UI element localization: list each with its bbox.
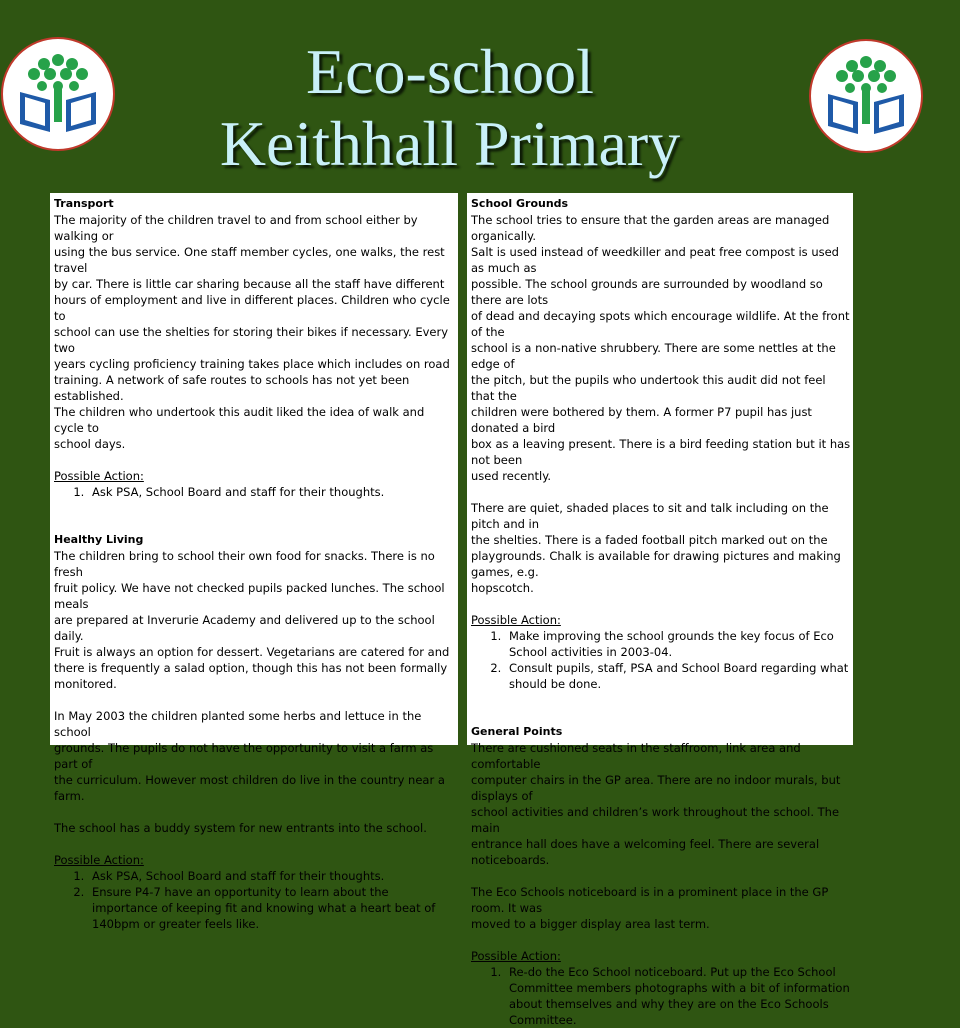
- title-line-2: Keithhall Primary: [219, 108, 681, 179]
- text-line: The children who undertook this audit liked the idea of walk and cycle to: [54, 405, 425, 435]
- general-points-text-2: [471, 884, 851, 932]
- text-line: the shelties. There is a faded football pitch marked out on the: [471, 533, 828, 547]
- text-line: The school tries to ensure that the garden areas are managed organically.: [471, 213, 830, 243]
- text-line: The school has a buddy system for new entrants into the school.: [54, 821, 427, 835]
- text-line: The Eco Schools noticeboard is in a prominent place in the GP room. It was: [471, 885, 829, 915]
- school-grounds-text: [471, 212, 851, 484]
- list-item: 1. Ask PSA, School Board and staff for their thoughts.: [88, 484, 456, 500]
- text-line: monitored.: [54, 677, 117, 691]
- text-line: children were bothered by them. A former P7 pupil has just donated a bird: [471, 405, 812, 435]
- text-line: moved to a bigger display area last term.: [471, 917, 710, 931]
- text-line: school is a non-native shrubbery. There are some nettles at the edge of: [471, 341, 836, 371]
- action-list: [471, 964, 851, 1028]
- text-line: box as a leaving present. There is a bird feeding station but it has not been: [471, 437, 851, 467]
- text-line: There are cushioned seats in the staffroom, link area and comfortable: [471, 741, 801, 771]
- text-line: computer chairs in the GP area. There are no indoor murals, but displays of: [471, 773, 841, 803]
- list-item: 2. Ensure P4-7 have an opportunity to learn about the importance of keeping fit and knowing what a heart beat of 140bpm or greater feels like.: [88, 884, 456, 932]
- left-text-panel: [50, 193, 458, 931]
- text-line: school activities and children’s work throughout the school. The main: [471, 805, 840, 835]
- text-line: there is frequently a salad option, though this has not been formally: [54, 661, 448, 675]
- text-line: hours of employment and live in different places. Children who cycle to: [54, 293, 450, 323]
- healthy-living-text: [54, 548, 456, 692]
- text-line: using the bus service. One staff member cycles, one walks, the rest travel: [54, 245, 445, 275]
- text-line: Fruit is always an option for dessert. Vegetarians are catered for and: [54, 645, 450, 659]
- school-grounds-heading: School Grounds: [471, 197, 569, 210]
- possible-action-label: Possible Action:: [54, 853, 144, 867]
- general-points-heading: General Points: [471, 725, 563, 738]
- action-list: [54, 868, 456, 932]
- list-item: 1. Re-do the Eco School noticeboard. Put up the Eco School Committee members photographs with a bit of information about themselves and why they are on the Eco Schools Committee.: [505, 964, 851, 1028]
- text-line: Salt is used instead of weedkiller and peat free compost is used as much as: [471, 245, 839, 275]
- text-line: years cycling proficiency training takes place which includes on road: [54, 357, 450, 371]
- text-line: used recently.: [471, 469, 552, 483]
- possible-action-label: Possible Action:: [471, 613, 561, 627]
- text-line: grounds. The pupils do not have the opportunity to visit a farm as part of: [54, 741, 434, 771]
- healthy-living-text-2: [54, 708, 456, 804]
- eco-school-logo-icon: [808, 38, 924, 154]
- action-list: [471, 628, 851, 692]
- text-line: the curriculum. However most children do live in the country near a farm.: [54, 773, 445, 803]
- text-line: playgrounds. Chalk is available for drawing pictures and making games, e.g.: [471, 549, 841, 579]
- text-line: training. A network of safe routes to schools has not yet been established.: [54, 373, 410, 403]
- list-item: 1. Ask PSA, School Board and staff for their thoughts.: [88, 868, 456, 884]
- text-line: There are quiet, shaded places to sit and talk including on the pitch and in: [471, 501, 829, 531]
- list-item: 2. Consult pupils, staff, PSA and School Board regarding what should be done.: [505, 660, 851, 692]
- eco-school-logo-icon: [0, 36, 116, 152]
- text-line: the pitch, but the pupils who undertook this audit did not feel that the: [471, 373, 826, 403]
- text-line: by car. There is little car sharing because all the staff have different: [54, 277, 445, 291]
- title-line-1: Eco-school: [306, 36, 594, 107]
- text-line: possible. The school grounds are surrounded by woodland so there are lots: [471, 277, 823, 307]
- action-list: [54, 484, 456, 500]
- general-points-text: [471, 740, 851, 868]
- text-line: are prepared at Inverurie Academy and delivered up to the school daily.: [54, 613, 435, 643]
- text-line: In May 2003 the children planted some herbs and lettuce in the school: [54, 709, 422, 739]
- right-text-panel: [467, 193, 853, 1027]
- text-line: The majority of the children travel to and from school either by walking or: [54, 213, 418, 243]
- transport-text: [54, 212, 456, 452]
- possible-action-label: Possible Action:: [54, 469, 144, 483]
- text-line: school days.: [54, 437, 126, 451]
- healthy-living-heading: Healthy Living: [54, 533, 144, 546]
- page-title: [150, 36, 750, 180]
- text-line: The children bring to school their own food for snacks. There is no fresh: [54, 549, 435, 579]
- list-item: 1. Make improving the school grounds the key focus of Eco School activities in 2003-04.: [505, 628, 851, 660]
- text-line: school can use the shelties for storing their bikes if necessary. Every two: [54, 325, 449, 355]
- possible-action-label: Possible Action:: [471, 949, 561, 963]
- text-line: hopscotch.: [471, 581, 534, 595]
- text-line: entrance hall does have a welcoming feel. There are several noticeboards.: [471, 837, 820, 867]
- transport-heading: Transport: [54, 197, 114, 210]
- school-grounds-text-2: [471, 500, 851, 596]
- text-line: of dead and decaying spots which encourage wildlife. At the front of the: [471, 309, 850, 339]
- text-line: fruit policy. We have not checked pupils packed lunches. The school meals: [54, 581, 445, 611]
